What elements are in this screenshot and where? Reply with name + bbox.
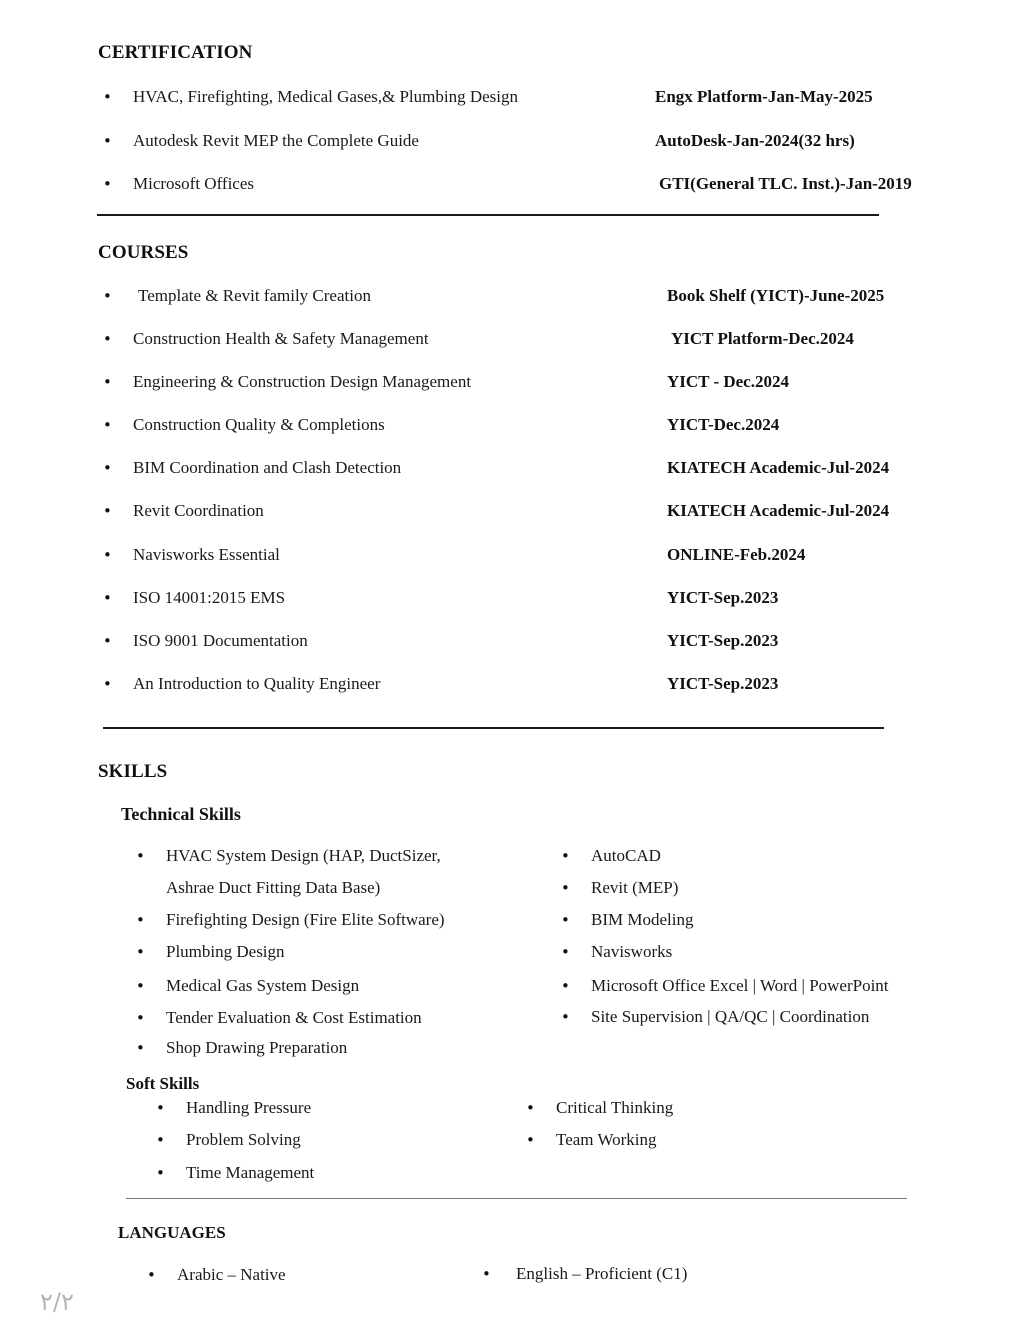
skill-item: Medical Gas System Design — [166, 976, 360, 995]
skill-item: BIM Modeling — [591, 910, 694, 929]
bullet-icon: • — [136, 1039, 145, 1057]
certification-name: HVAC, Firefighting, Medical Gases,& Plumbing Design — [133, 87, 518, 106]
soft-skill-item: Handling Pressure — [186, 1098, 312, 1117]
skill-item: AutoCAD — [591, 846, 661, 865]
certification-name: Microsoft Offices — [133, 174, 255, 193]
bullet-icon: • — [136, 943, 145, 961]
skill-item: Site Supervision | QA/QC | Coordination — [591, 1007, 870, 1026]
subsection-title-technical-skills: Technical Skills — [121, 804, 241, 824]
skill-item: HVAC System Design (HAP, DuctSizer, — [166, 846, 441, 865]
course-name: BIM Coordination and Clash Detection — [133, 458, 402, 477]
bullet-icon: • — [561, 847, 570, 865]
section-title-languages: LANGUAGES — [118, 1223, 226, 1242]
course-org: YICT-Sep.2023 — [667, 674, 779, 693]
bullet-icon: • — [103, 675, 112, 693]
certification-org: GTI(General TLC. Inst.)-Jan-2019 — [659, 174, 912, 193]
bullet-icon: • — [156, 1131, 165, 1149]
course-name: Template & Revit family Creation — [138, 286, 371, 305]
bullet-icon: • — [103, 502, 112, 520]
bullet-icon: • — [561, 977, 570, 995]
soft-skill-item: Time Management — [186, 1163, 315, 1182]
section-divider — [103, 727, 884, 729]
course-org: YICT-Dec.2024 — [667, 415, 780, 434]
skill-item: Microsoft Office Excel | Word | PowerPoint — [591, 976, 889, 995]
section-title-skills: SKILLS — [98, 761, 168, 782]
bullet-icon: • — [561, 879, 570, 897]
course-org: YICT-Sep.2023 — [667, 588, 779, 607]
bullet-icon: • — [156, 1164, 165, 1182]
bullet-icon: • — [103, 546, 112, 564]
section-divider — [126, 1198, 907, 1199]
bullet-icon: • — [561, 943, 570, 961]
bullet-icon: • — [526, 1099, 535, 1117]
course-org: YICT Platform-Dec.2024 — [671, 329, 854, 348]
course-org: YICT-Sep.2023 — [667, 631, 779, 650]
soft-skill-item: Problem Solving — [186, 1130, 301, 1149]
bullet-icon: • — [103, 330, 112, 348]
certification-org: AutoDesk-Jan-2024(32 hrs) — [655, 131, 855, 150]
bullet-icon: • — [103, 416, 112, 434]
subsection-title-soft-skills: Soft Skills — [126, 1074, 200, 1093]
course-org: Book Shelf (YICT)-June-2025 — [667, 286, 885, 305]
certification-org: Engx Platform-Jan-May-2025 — [655, 87, 873, 106]
language-item: English – Proficient (C1) — [516, 1264, 688, 1283]
section-title-courses: COURSES — [98, 242, 189, 263]
bullet-icon: • — [103, 88, 112, 106]
bullet-icon: • — [103, 589, 112, 607]
course-org: KIATECH Academic-Jul-2024 — [667, 458, 890, 477]
soft-skill-item: Critical Thinking — [556, 1098, 674, 1117]
bullet-icon: • — [103, 459, 112, 477]
language-item: Arabic – Native — [177, 1265, 286, 1284]
skill-item: Tender Evaluation & Cost Estimation — [166, 1008, 422, 1027]
soft-skill-item: Team Working — [556, 1130, 657, 1149]
course-org: KIATECH Academic-Jul-2024 — [667, 501, 890, 520]
bullet-icon: • — [561, 911, 570, 929]
course-org: YICT - Dec.2024 — [667, 372, 789, 391]
skill-item-continued: Ashrae Duct Fitting Data Base) — [166, 878, 381, 897]
bullet-icon: • — [103, 287, 112, 305]
course-name: Navisworks Essential — [133, 545, 280, 564]
skill-item: Firefighting Design (Fire Elite Software) — [166, 910, 445, 929]
course-name: ISO 14001:2015 EMS — [133, 588, 286, 607]
section-divider — [97, 214, 879, 216]
bullet-icon: • — [156, 1099, 165, 1117]
course-name: Construction Quality & Completions — [133, 415, 385, 434]
course-name: Revit Coordination — [133, 501, 264, 520]
course-name: ISO 9001 Documentation — [133, 631, 308, 650]
skill-item: Revit (MEP) — [591, 878, 679, 897]
section-title-certification: CERTIFICATION — [98, 42, 253, 63]
course-name: Engineering & Construction Design Management — [133, 372, 472, 391]
bullet-icon: • — [561, 1008, 570, 1026]
skill-item: Plumbing Design — [166, 942, 285, 961]
page-number: ٢/٢ — [40, 1288, 74, 1316]
course-name: An Introduction to Quality Engineer — [133, 674, 381, 693]
bullet-icon: • — [136, 911, 145, 929]
certification-name: Autodesk Revit MEP the Complete Guide — [133, 131, 419, 150]
course-org: ONLINE-Feb.2024 — [667, 545, 806, 564]
bullet-icon: • — [136, 847, 145, 865]
bullet-icon: • — [136, 1009, 145, 1027]
skill-item: Shop Drawing Preparation — [166, 1038, 348, 1057]
bullet-icon: • — [103, 175, 112, 193]
bullet-icon: • — [136, 977, 145, 995]
course-name: Construction Health & Safety Management — [133, 329, 429, 348]
bullet-icon: • — [526, 1131, 535, 1149]
bullet-icon: • — [147, 1266, 156, 1284]
skill-item: Navisworks — [591, 942, 673, 961]
bullet-icon: • — [103, 132, 112, 150]
bullet-icon: • — [103, 632, 112, 650]
bullet-icon: • — [482, 1265, 491, 1283]
bullet-icon: • — [103, 373, 112, 391]
